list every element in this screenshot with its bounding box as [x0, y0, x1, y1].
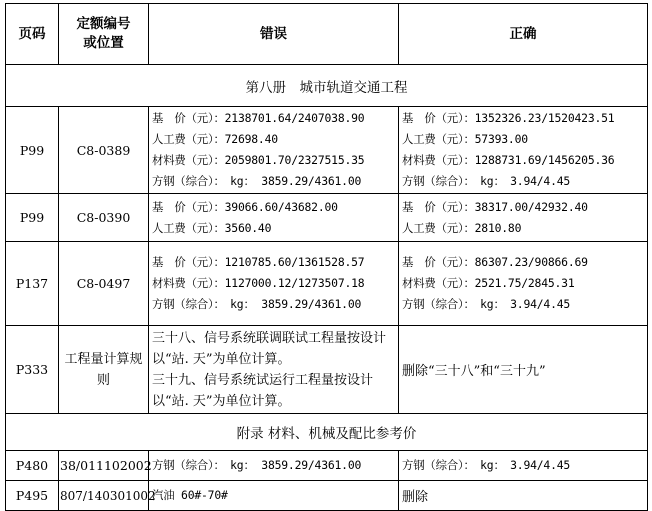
cell-right	[399, 107, 648, 194]
table-row	[6, 326, 648, 414]
cell-wrong	[149, 326, 399, 414]
right-line: 人工费（元）：57393.00	[402, 132, 528, 146]
table-row	[6, 242, 648, 326]
wrong-line: 方钢（综合）： kg： 3859.29/4361.00	[152, 458, 362, 472]
header-code: 定额编号 或位置	[59, 4, 149, 65]
cell-right: 删除	[399, 481, 648, 511]
header-page: 页码	[6, 4, 59, 65]
errata-table	[5, 3, 648, 511]
cell-right	[399, 451, 648, 481]
section-title-volume8: 第八册 城市轨道交通工程	[6, 65, 648, 107]
cell-right: 删除“三十八”和“三十九”	[399, 326, 648, 414]
cell-code: C8-0497	[59, 242, 149, 326]
wrong-line: 基 价（元）：1210785.60/1361528.57	[152, 255, 365, 269]
cell-page: P99	[6, 107, 59, 194]
cell-wrong	[149, 451, 399, 481]
wrong-line: 汽油 60#-70#	[152, 488, 228, 502]
cell-code: 38/011102002	[59, 451, 149, 481]
cell-code: C8-0389	[59, 107, 149, 194]
table-row	[6, 107, 648, 194]
section-row-volume8	[6, 65, 648, 107]
cell-page: P480	[6, 451, 59, 481]
wrong-line: 材料费（元）：1127000.12/1273507.18	[152, 276, 365, 290]
cell-code: C8-0390	[59, 194, 149, 242]
cell-code: 807/140301002	[59, 481, 149, 511]
cell-wrong	[149, 107, 399, 194]
wrong-line: 三十八、信号系统联调联试工程量按设计以“站. 天”为单位计算。	[152, 330, 387, 367]
wrong-line: 基 价（元）：2138701.64/2407038.90	[152, 111, 365, 125]
cell-page: P99	[6, 194, 59, 242]
cell-right	[399, 194, 648, 242]
right-line: 基 价（元）：86307.23/90866.69	[402, 255, 588, 269]
cell-wrong	[149, 481, 399, 511]
wrong-line: 方钢（综合）： kg： 3859.29/4361.00	[152, 174, 362, 188]
right-line: 方钢（综合）： kg： 3.94/4.45	[402, 297, 571, 311]
right-line: 材料费（元）：1288731.69/1456205.36	[402, 153, 615, 167]
wrong-line: 基 价（元）：39066.60/43682.00	[152, 199, 338, 214]
cell-wrong	[149, 194, 399, 242]
cell-wrong	[149, 242, 399, 326]
table-row	[6, 481, 648, 511]
right-line: 方钢（综合）： kg： 3.94/4.45	[402, 458, 571, 472]
header-right: 正确	[399, 4, 648, 65]
wrong-line: 人工费（元）：3560.40	[152, 220, 272, 235]
cell-right	[399, 242, 648, 326]
section-title-appendix: 附录 材料、机械及配比参考价	[6, 414, 648, 451]
table-row	[6, 451, 648, 481]
right-line: 方钢（综合）： kg： 3.94/4.45	[402, 174, 571, 188]
wrong-line: 人工费（元）：72698.40	[152, 132, 278, 146]
header-row	[6, 4, 648, 65]
wrong-line: 三十九、信号系统试运行工程量按设计以“站. 天”为单位计算。	[152, 372, 374, 409]
right-line: 基 价（元）：38317.00/42932.40	[402, 199, 588, 214]
cell-page: P333	[6, 326, 59, 414]
right-line: 材料费（元）：2521.75/2845.31	[402, 276, 575, 290]
table-row	[6, 194, 648, 242]
cell-code: 工程量计算规则	[59, 326, 149, 414]
header-wrong: 错误	[149, 4, 399, 65]
right-line: 人工费（元）：2810.80	[402, 220, 522, 235]
wrong-line: 方钢（综合）： kg： 3859.29/4361.00	[152, 297, 362, 311]
right-line: 基 价（元）：1352326.23/1520423.51	[402, 111, 615, 125]
section-row-appendix	[6, 414, 648, 451]
wrong-line: 材料费（元）：2059801.70/2327515.35	[152, 153, 365, 167]
cell-page: P137	[6, 242, 59, 326]
cell-page: P495	[6, 481, 59, 511]
